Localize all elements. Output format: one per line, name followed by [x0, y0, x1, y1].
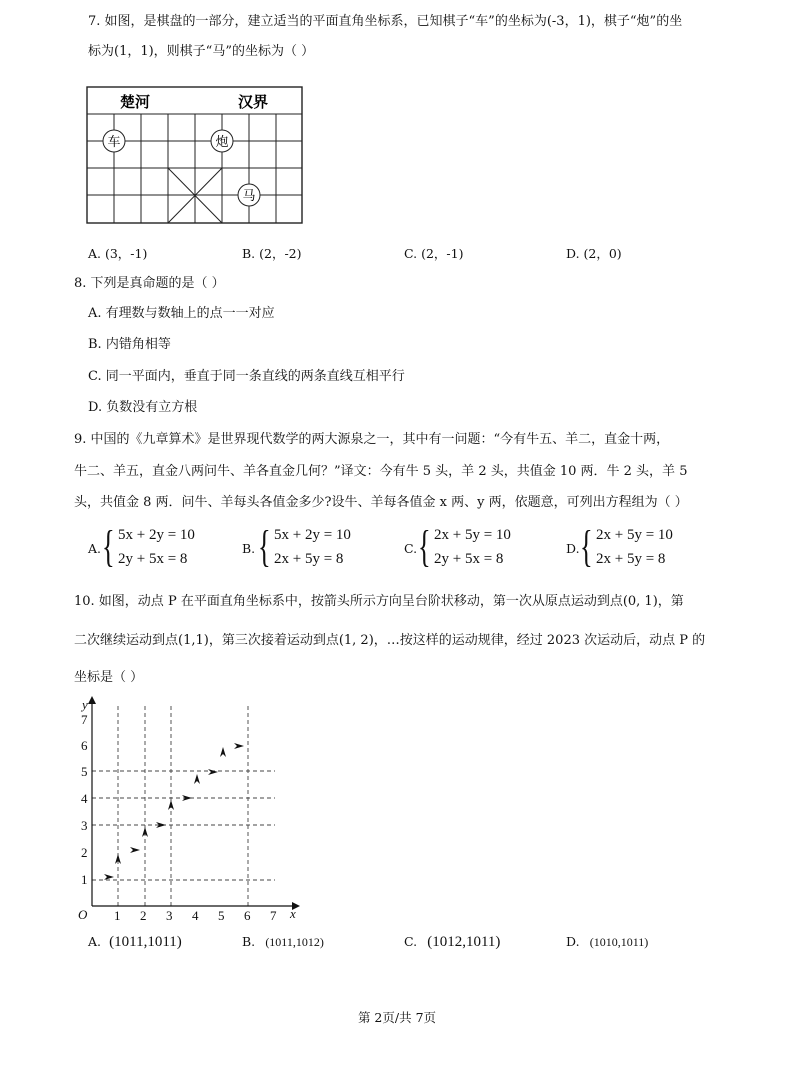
piece-ma — [238, 184, 260, 206]
x-axis-label: x — [290, 906, 296, 921]
option-label: B. — [242, 934, 256, 949]
q9-option-d-label: D. — [566, 541, 580, 556]
x-tick-label: 5 — [218, 908, 225, 922]
equation-1: 5x + 2y = 10 — [274, 527, 351, 543]
y-tick-label: 2 — [81, 845, 88, 860]
y-tick-label: 5 — [81, 764, 88, 779]
q9-option-b-label: B. — [242, 541, 256, 556]
q7-stem-line2: 标为(1，1)，则棋子“马”的坐标为（ ） — [88, 44, 315, 59]
q10-option-b — [242, 934, 324, 950]
x-tick-label: 4 — [192, 908, 199, 922]
q8-option-a: A. 有理数与数轴上的点一一对应 — [88, 306, 275, 321]
option-value: (1011,1012) — [265, 935, 324, 949]
piece-che — [103, 130, 125, 152]
option-label: D. — [566, 934, 580, 949]
q7-stem-line1: 7. 如图，是棋盘的一部分，建立适当的平面直角坐标系，已知棋子“车”的坐标为(-3，1)，棋子“炮”的坐 — [88, 14, 683, 29]
page-footer: 第 2页/共 7页 — [357, 1010, 437, 1025]
q9-option-a-label: A. — [88, 541, 102, 556]
x-tick-label: 6 — [244, 908, 251, 922]
q8-option-b: B. 内错角相等 — [88, 337, 171, 352]
q7-option-a: A. (3，-1) — [88, 246, 148, 261]
q8-option-c: C. 同一平面内，垂直于同一条直线的两条直线互相平行 — [88, 369, 405, 384]
option-value: (1012,1011) — [427, 934, 501, 950]
origin-label: O — [78, 907, 88, 922]
y-axis-label: y — [82, 697, 88, 712]
q10-option-c — [404, 934, 500, 951]
arrow-right-icon — [130, 847, 140, 853]
piece-pao — [211, 130, 233, 152]
equation-2: 2x + 5y = 8 — [274, 551, 344, 567]
equation-system — [118, 523, 195, 571]
x-tick-label: 3 — [166, 908, 173, 922]
equation-1: 5x + 2y = 10 — [118, 527, 195, 543]
q9-stem-line1: 9. 中国的《九章算术》是世界现代数学的两大源泉之一，其中有一问题：“今有牛五、羊二，直金十两， — [74, 432, 670, 447]
q10-stem-line2: 二次继续运动到点(1,1)，第三次接着运动到点(1, 2)，…按这样的运动规律，经过 2023 次运动后，动点 P 的 — [74, 633, 706, 648]
brace-icon: { — [580, 522, 593, 571]
y-tick-label: 6 — [81, 738, 88, 753]
y-tick-label: 1 — [81, 872, 88, 887]
q7-option-d: D. (2，0) — [566, 246, 622, 261]
equation-system — [434, 523, 511, 571]
q7-option-c: C. (2，-1) — [404, 246, 464, 261]
arrow-up-icon — [168, 800, 174, 810]
q9-option-c-label: C. — [404, 541, 418, 556]
x-tick-label: 2 — [140, 908, 147, 922]
y-axis-arrow-icon — [88, 696, 96, 704]
river-left-label: 楚河 — [120, 95, 151, 111]
q10-option-d — [566, 934, 648, 950]
y-tick-label: 4 — [81, 791, 88, 806]
x-tick-label: 7 — [270, 908, 277, 922]
y-tick-label: 3 — [81, 818, 88, 833]
svg-text:炮: 炮 — [215, 134, 229, 149]
brace-icon: { — [258, 522, 271, 571]
option-value: (1011,1011) — [109, 934, 182, 950]
arrow-right-icon — [208, 769, 218, 775]
q9-stem-line2: 牛二、羊五，直金八两问牛、羊各直金几何？”译文：今有牛 5 头，羊 2 头，共值金 10 两．牛 2 头，羊 5 — [74, 464, 688, 479]
equation-1: 2x + 5y = 10 — [596, 527, 673, 543]
svg-text:马: 马 — [242, 188, 256, 203]
equation-1: 2x + 5y = 10 — [434, 527, 511, 543]
option-value: (1010,1011) — [589, 935, 649, 949]
equation-system — [596, 523, 673, 571]
arrow-up-icon — [220, 747, 226, 757]
chess-board — [86, 86, 304, 226]
q8-stem: 8. 下列是真命题的是（ ） — [74, 276, 225, 291]
equation-system — [274, 523, 351, 571]
arrow-up-icon — [194, 774, 200, 784]
arrow-right-icon — [234, 743, 244, 749]
y-tick-label: 7 — [81, 712, 88, 727]
q9-stem-line3: 头，共值金 8 两．问牛、羊每头各值金多少?设牛、羊每各值金 x 两、y 两，依题意，可列出方程组为（ ） — [74, 495, 688, 510]
x-tick-label: 1 — [114, 908, 121, 922]
q8-option-d: D. 负数没有立方根 — [88, 400, 198, 415]
equation-2: 2y + 5x = 8 — [434, 551, 504, 567]
q10-stem-line3: 坐标是（ ） — [74, 670, 144, 685]
coordinate-graph — [70, 696, 310, 922]
option-label: A. — [88, 934, 102, 949]
arrow-right-icon — [104, 874, 114, 880]
q10-stem-line1: 10. 如图，动点 P 在平面直角坐标系中，按箭头所示方向呈台阶状移动，第一次从原点运动到点(0, 1)，第 — [74, 594, 684, 609]
brace-icon: { — [102, 522, 115, 571]
q7-option-b: B. (2，-2) — [242, 246, 302, 261]
brace-icon: { — [418, 522, 431, 571]
equation-2: 2x + 5y = 8 — [596, 551, 666, 567]
river-right-label: 汉界 — [238, 95, 269, 111]
q10-option-a — [88, 934, 182, 951]
equation-2: 2y + 5x = 8 — [118, 551, 188, 567]
svg-text:车: 车 — [107, 134, 121, 149]
option-label: C. — [404, 934, 418, 949]
